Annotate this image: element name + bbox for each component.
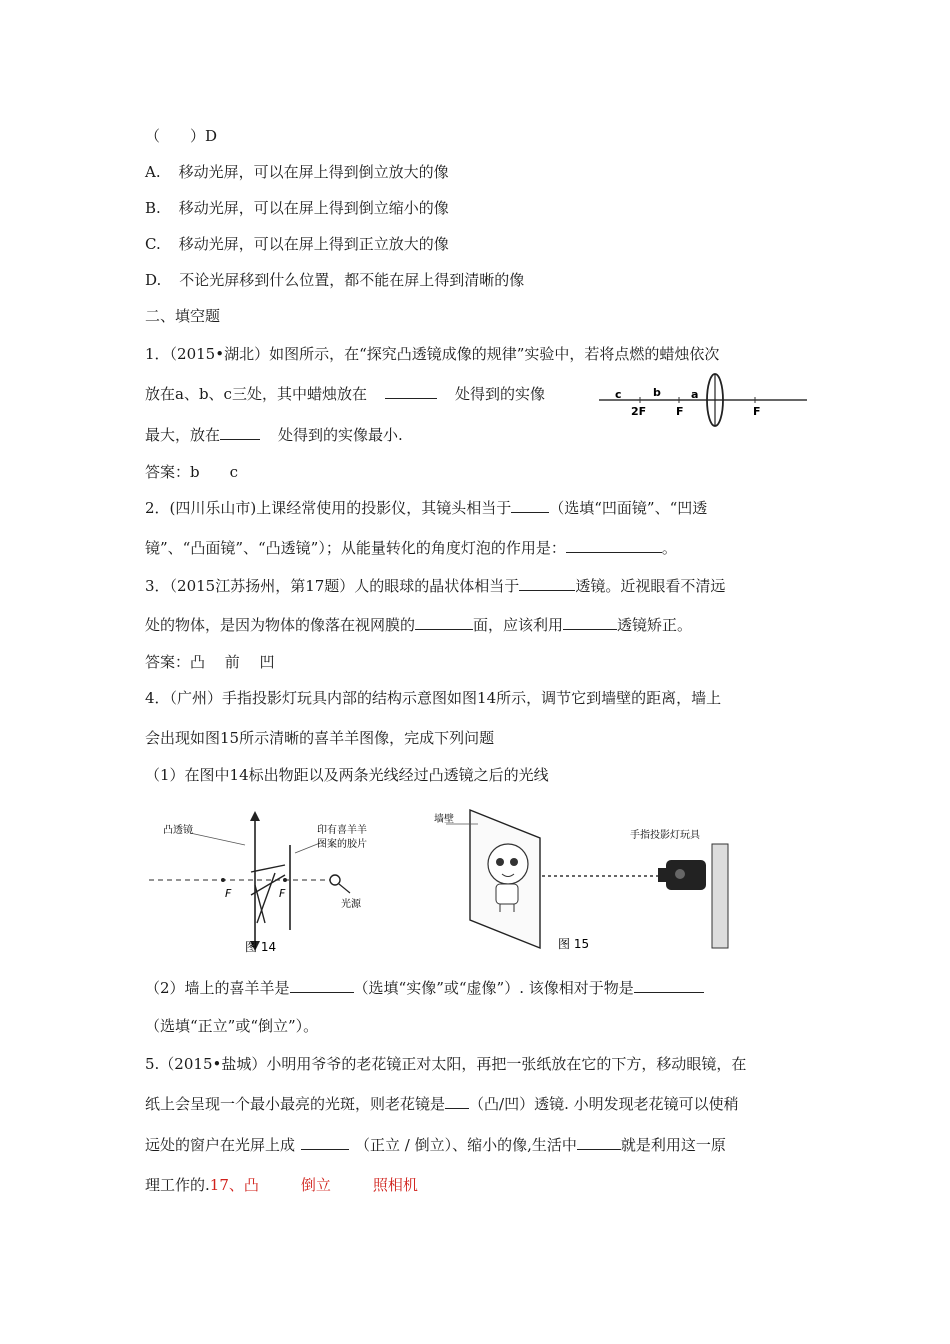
label-c: c bbox=[615, 388, 622, 401]
q2-text: 。 bbox=[661, 539, 677, 557]
q1-blank-2[interactable] bbox=[220, 425, 260, 440]
q5-line3 bbox=[145, 1135, 726, 1155]
q4-line1: 4．（广州）手指投影灯玩具内部的结构示意图如图14所示，调节它到墙壁的距离，墙上 bbox=[145, 689, 722, 707]
q5-answer-1: 17、凸 bbox=[209, 1176, 259, 1194]
q4-blank-2[interactable] bbox=[634, 978, 704, 993]
option-b bbox=[145, 198, 449, 218]
q5-line1: 5.（2015•盐城）小明用爷爷的老花镜正对太阳，再把一张纸放在它的下方，移动眼镜，在 bbox=[145, 1055, 747, 1073]
label-b: b bbox=[653, 386, 661, 399]
option-text: 移动光屏，可以在屏上得到倒立放大的像 bbox=[178, 163, 449, 181]
q2-blank-2[interactable] bbox=[566, 538, 662, 553]
q3-text: 透镜。近视眼看不清远 bbox=[575, 577, 726, 595]
focus-right bbox=[283, 878, 287, 882]
q3-blank-1[interactable] bbox=[519, 576, 575, 591]
q3-line2 bbox=[145, 615, 692, 635]
label-film: 印有喜羊羊 bbox=[317, 825, 367, 836]
q1-blank-1[interactable] bbox=[385, 384, 437, 399]
q1-line2 bbox=[145, 384, 545, 404]
label-lens: 凸透镜 bbox=[163, 825, 193, 836]
q3-blank-3[interactable] bbox=[563, 615, 617, 630]
label-2f: 2F bbox=[631, 405, 647, 418]
q3-text: 3．（2015江苏扬州，第17题）人的眼球的晶状体相当于 bbox=[145, 577, 520, 595]
q3-blank-2[interactable] bbox=[415, 615, 473, 630]
q1-text: 处得到的实像最小. bbox=[278, 426, 403, 444]
label-source: 光源 bbox=[341, 899, 361, 910]
label-toy: 手指投影灯玩具 bbox=[630, 830, 700, 841]
q5-text: 远处的窗户在光屏上成 bbox=[145, 1136, 296, 1154]
q2-text: 2．(四川乐山市)上课经常使用的投影仪，其镜头相当于 bbox=[145, 499, 512, 517]
label-f1: F bbox=[225, 887, 232, 900]
mc-stem: （ ）D bbox=[145, 127, 218, 145]
q3-text: 透镜矫正。 bbox=[617, 616, 693, 634]
q4-text: （2）墙上的喜羊羊是 bbox=[145, 979, 290, 997]
q5-blank-2[interactable] bbox=[301, 1135, 349, 1150]
q5-blank-3[interactable] bbox=[577, 1135, 621, 1150]
light-source bbox=[330, 875, 340, 885]
figure-15 bbox=[430, 808, 730, 958]
label-film: 图案的胶片 bbox=[317, 839, 367, 850]
focus-left bbox=[221, 878, 225, 882]
q5-blank-1[interactable] bbox=[445, 1094, 469, 1109]
option-text: 不论光屏移到什么位置，都不能在屏上得到清晰的像 bbox=[179, 271, 525, 289]
figure-caption: 图 14 bbox=[245, 940, 277, 954]
option-c bbox=[145, 234, 449, 254]
q5-line2 bbox=[145, 1094, 739, 1114]
q1-line3 bbox=[145, 425, 403, 445]
q4-blank-1[interactable] bbox=[290, 978, 354, 993]
q5-answer-3: 照相机 bbox=[372, 1176, 418, 1194]
q5-answer-2: 倒立 bbox=[300, 1176, 331, 1194]
figure-caption: 图 15 bbox=[558, 937, 590, 951]
label-a: a bbox=[691, 388, 699, 401]
option-letter: C. bbox=[145, 235, 161, 253]
q4-sub2-cont: （选填“正立”或“倒立”）。 bbox=[145, 1017, 319, 1035]
q4-text: （选填“实像”或“虚像”）. 该像相对于物是 bbox=[353, 979, 634, 997]
q4-sub1: （1）在图中14标出物距以及两条光线经过凸透镜之后的光线 bbox=[145, 766, 549, 784]
q1-lens-figure bbox=[595, 372, 810, 434]
projector-toy bbox=[658, 860, 706, 890]
label-wall: 墙壁 bbox=[434, 814, 454, 825]
q5-text: 理工作的. bbox=[145, 1176, 210, 1194]
label-f-right: F bbox=[753, 405, 761, 418]
q2-line2 bbox=[145, 538, 677, 558]
q5-text: （正立 / 倒立）、缩小的像,生活中 bbox=[355, 1136, 577, 1154]
q2-text: （选填“凹面镜”、“凹透 bbox=[549, 499, 708, 517]
label-f2: F bbox=[279, 887, 286, 900]
option-text: 移动光屏，可以在屏上得到倒立缩小的像 bbox=[178, 199, 449, 217]
q1-line1: 1．（2015•湖北）如图所示，在“探究凸透镜成像的规律”实验中，若将点燃的蜡烛依次 bbox=[145, 345, 720, 363]
q1-text: 处得到的实像 bbox=[454, 385, 545, 403]
q3-text: 面，应该利用 bbox=[473, 616, 564, 634]
q4-line2: 会出现如图15所示清晰的喜羊羊图像，完成下列问题 bbox=[145, 729, 495, 747]
option-letter: D. bbox=[145, 271, 162, 289]
section-title: 二、填空题 bbox=[145, 307, 221, 325]
label-f-left: F bbox=[676, 405, 684, 418]
q1-text: 放在a、b、c三处，其中蜡烛放在 bbox=[145, 385, 367, 403]
q1-answer: 答案：b c bbox=[145, 463, 239, 481]
q3-answer: 答案：凸 前 凹 bbox=[145, 653, 275, 671]
q1-text: 最大，放在 bbox=[145, 426, 221, 444]
q5-text: 就是利用这一原 bbox=[620, 1136, 726, 1154]
q5-text: （凸/凹）透镜. 小明发现老花镜可以使稍 bbox=[469, 1095, 739, 1113]
q4-sub2 bbox=[145, 978, 704, 998]
option-letter: B. bbox=[145, 199, 161, 217]
option-letter: A. bbox=[145, 163, 161, 181]
q2-blank-1[interactable] bbox=[511, 498, 549, 513]
q3-text: 处的物体，是因为物体的像落在视网膜的 bbox=[145, 616, 416, 634]
option-text: 移动光屏，可以在屏上得到正立放大的像 bbox=[178, 235, 449, 253]
q3-line1 bbox=[145, 576, 725, 596]
q5-text: 纸上会呈现一个最小最亮的光斑，则老花镜是 bbox=[145, 1095, 446, 1113]
q2-text: 镜”、“凸面镜”、“凸透镜”）；从能量转化的角度灯泡的作用是： bbox=[145, 539, 566, 557]
option-a bbox=[145, 162, 449, 182]
figure-14 bbox=[145, 805, 405, 960]
q2-line1 bbox=[145, 498, 707, 518]
q5-line4 bbox=[145, 1175, 418, 1195]
option-d bbox=[145, 270, 524, 290]
